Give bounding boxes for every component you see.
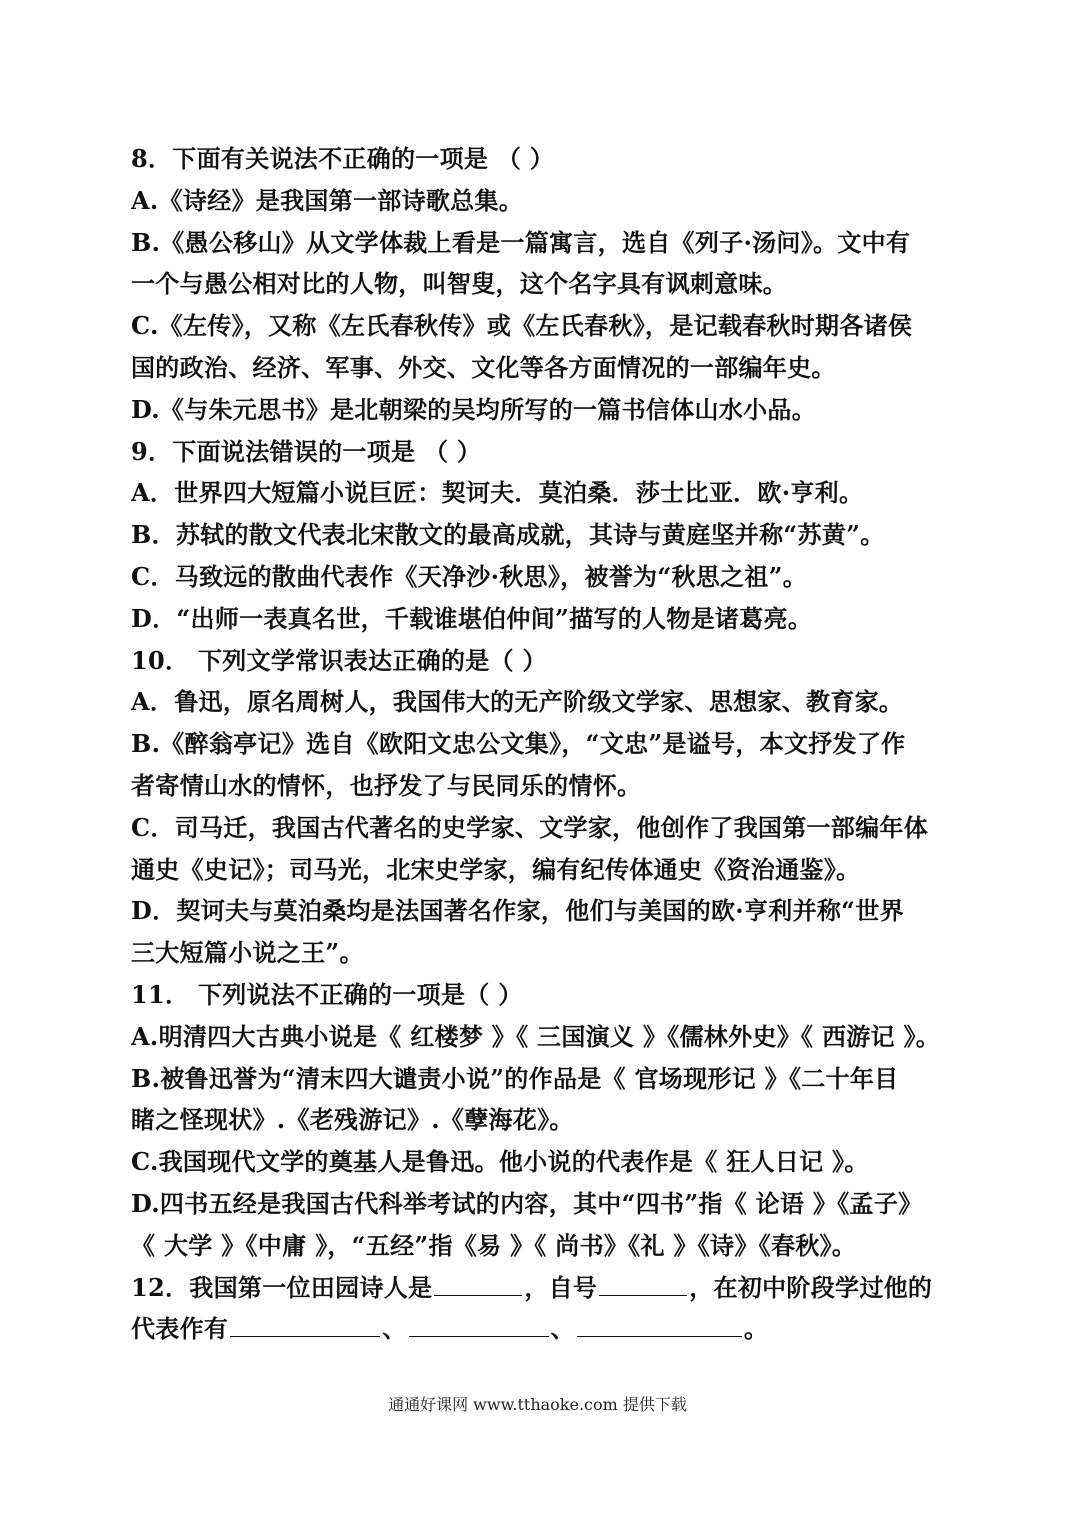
text-line: A．世界四大短篇小说巨匠：契诃夫．莫泊桑．莎士比亚．欧·亨利。 bbox=[131, 478, 864, 508]
q12-separator: 、 bbox=[550, 1314, 575, 1344]
text-line: B.《愚公移山》从文学体裁上看是一篇寓言，选自《列子·汤问》。文中有 bbox=[131, 227, 911, 257]
text-line: D.四书五经是我国古代科举考试的内容，其中“四书”指《 论语 》《孟子》 bbox=[131, 1188, 923, 1218]
question-12-line-1 bbox=[131, 1267, 951, 1309]
text-line: 9．下面说法错误的一项是 （ ） bbox=[131, 436, 482, 466]
text-line: C.我国现代文学的奠基人是鲁迅。他小说的代表作是《 狂人日记 》。 bbox=[131, 1147, 869, 1177]
q12-text: ，自号 bbox=[524, 1272, 598, 1302]
text-line: D.《与朱元思书》是北朝梁的吴均所写的一篇书信体山水小品。 bbox=[131, 394, 817, 424]
work-1-blank[interactable] bbox=[230, 1308, 380, 1337]
text-line: 8．下面有关说法不正确的一项是 （ ） bbox=[131, 144, 555, 173]
q12-end: 。 bbox=[743, 1314, 769, 1344]
question-12-line-2 bbox=[131, 1308, 951, 1350]
text-line: C．马致远的散曲代表作《天净沙·秋思》，被誉为“秋思之祖”。 bbox=[131, 561, 808, 591]
q12-text: ，在初中阶段学过他的 bbox=[689, 1272, 933, 1302]
text-line: B.被鲁迅誉为“清末四大谴责小说”的作品是《 官场现形记 》《二十年目 bbox=[131, 1063, 899, 1093]
text-line: C.《左传》，又称《左氏春秋传》或《左氏春秋》，是记载春秋时期各诸侯 bbox=[131, 311, 913, 341]
text-line: 三大短篇小说之王”。 bbox=[131, 938, 364, 968]
text-line: D．“出师一表真名世，千载谁堪伯仲间”描写的人物是诸葛亮。 bbox=[131, 603, 813, 633]
text-line: 《 大学 》《中庸 》，“五经”指《易 》《 尚书》《礼 》《诗》《春秋》。 bbox=[131, 1230, 857, 1260]
text-line: 者寄情山水的情怀，也抒发了与民同乐的情怀。 bbox=[131, 770, 642, 800]
text-line: A.明清四大古典小说是《 红楼梦 》《 三国演义 》《儒林外史》《 西游记 》。 bbox=[131, 1021, 941, 1051]
question-content bbox=[131, 138, 951, 1350]
text-line: B．苏轼的散文代表北宋散文的最高成就，其诗与黄庭坚并称“苏黄”。 bbox=[131, 520, 885, 550]
pen-name-blank[interactable] bbox=[599, 1267, 687, 1296]
text-line: 11． 下列说法不正确的一项是（ ） bbox=[131, 979, 523, 1009]
text-line: B.《醉翁亭记》选自《欧阳文忠公文集》，“文忠”是谥号，本文抒发了作 bbox=[131, 729, 906, 759]
text-line: 一个与愚公相对比的人物，叫智叟，这个名字具有讽刺意味。 bbox=[131, 269, 788, 299]
text-line: 睹之怪现状》.《老残游记》.《孽海花》。 bbox=[131, 1105, 574, 1135]
q12-separator: 、 bbox=[382, 1314, 407, 1344]
text-line: C．司马迁，我国古代著名的史学家、文学家，他创作了我国第一部编年体 bbox=[131, 812, 928, 842]
q12-text: 代表作有 bbox=[131, 1314, 229, 1344]
poet-name-blank[interactable] bbox=[434, 1267, 522, 1296]
q12-text: 12．我国第一位田园诗人是 bbox=[131, 1272, 433, 1302]
text-line: 10． 下列文学常识表达正确的是（ ） bbox=[131, 645, 547, 675]
text-line: D．契诃夫与莫泊桑均是法国著名作家，他们与美国的欧·亨利并称“世界 bbox=[131, 896, 904, 926]
text-line: A．鲁迅，原名周树人，我国伟大的无产阶级文学家、思想家、教育家。 bbox=[131, 687, 904, 717]
work-2-blank[interactable] bbox=[409, 1308, 549, 1337]
text-line: 国的政治、经济、军事、外交、文化等各方面情况的一部编年史。 bbox=[131, 352, 836, 382]
work-3-blank[interactable] bbox=[577, 1308, 742, 1337]
text-line: A.《诗经》是我国第一部诗歌总集。 bbox=[131, 185, 524, 215]
text-line: 通史《史记》；司马光，北宋史学家，编有纪传体通史《资治通鉴》。 bbox=[131, 854, 861, 884]
page-footer: 通通好课网 www.tthaoke.com 提供下载 bbox=[388, 1395, 687, 1414]
